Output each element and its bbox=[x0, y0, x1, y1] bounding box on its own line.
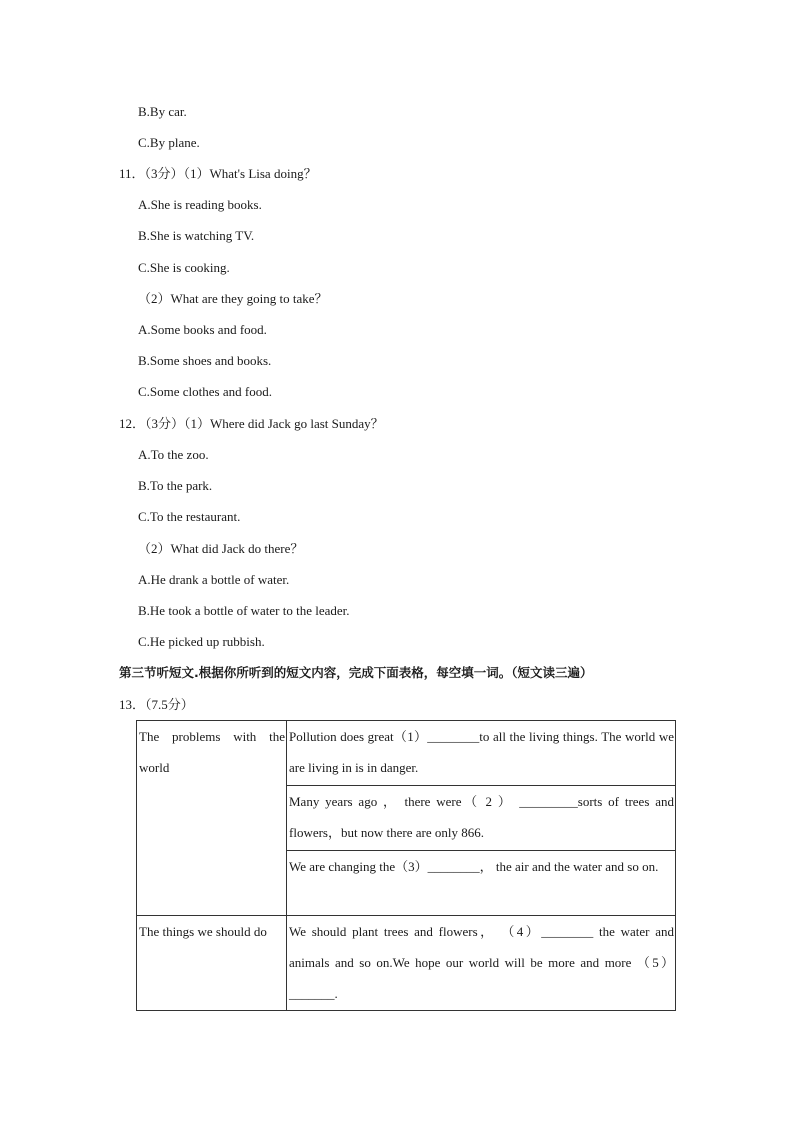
should-do-text: We should plant trees and flowers， （4）________ the water and animals and so on.We hope our world will be more and more （5）_______. bbox=[289, 924, 674, 1001]
changing-text: We are changing the（3）________， the air and the water and so on. bbox=[289, 859, 659, 874]
q11-1-option-a: A.She is reading books. bbox=[138, 197, 262, 212]
q11-2-question: （2）What are they going to take？ bbox=[138, 291, 328, 306]
should-do-label: The things we should do bbox=[139, 924, 267, 939]
q11-1-option-c: C.She is cooking. bbox=[138, 260, 230, 275]
q12-1-option-b: B.To the park. bbox=[138, 478, 213, 493]
q10-option-c: C.By plane. bbox=[138, 135, 200, 150]
q13-header: 13．（7.5分） bbox=[119, 697, 194, 712]
q11-2-option-b: B.Some shoes and books. bbox=[138, 353, 272, 368]
q12-2-option-c: C.He picked up rubbish. bbox=[138, 634, 265, 649]
table-row bbox=[137, 916, 676, 1011]
problems-label-cell bbox=[137, 721, 287, 916]
q11-1-option-b: B.She is watching TV. bbox=[138, 228, 255, 243]
q12-2-option-b: B.He took a bottle of water to the leader. bbox=[138, 603, 350, 618]
should-do-cell bbox=[287, 916, 676, 1011]
changing-cell bbox=[287, 851, 676, 916]
trees-cell bbox=[287, 786, 676, 851]
q12-2-option-a: A.He drank a bottle of water. bbox=[138, 572, 290, 587]
pollution-cell bbox=[287, 721, 676, 786]
q10-option-b: B.By car. bbox=[138, 104, 187, 119]
q12-header: 12．（3分）（1）Where did Jack go last Sunday？ bbox=[119, 416, 384, 431]
q12-1-option-c: C.To the restaurant. bbox=[138, 509, 241, 524]
q12-2-question: （2）What did Jack do there？ bbox=[138, 541, 304, 556]
section3-title: 第三节听短文.根据你所听到的短文内容，完成下面表格，每空填一词。（短文读三遍） bbox=[119, 665, 593, 680]
trees-text: Many years ago ， there were（ 2 ） _________sorts of trees and flowers，but now there are only 866. bbox=[289, 794, 674, 840]
should-do-label-cell bbox=[137, 916, 287, 1011]
q12-1-option-a: A.To the zoo. bbox=[138, 447, 209, 462]
q11-2-option-a: A.Some books and food. bbox=[138, 322, 267, 337]
pollution-text: Pollution does great（1）________to all the living things. The world we are living in is in danger. bbox=[289, 729, 674, 775]
q11-header: 11．（3分）（1）What's Lisa doing？ bbox=[119, 166, 317, 181]
q13-table bbox=[136, 720, 676, 1011]
table-row bbox=[137, 721, 676, 786]
problems-label: The problems with the world bbox=[139, 729, 285, 775]
q11-2-option-c: C.Some clothes and food. bbox=[138, 384, 272, 399]
